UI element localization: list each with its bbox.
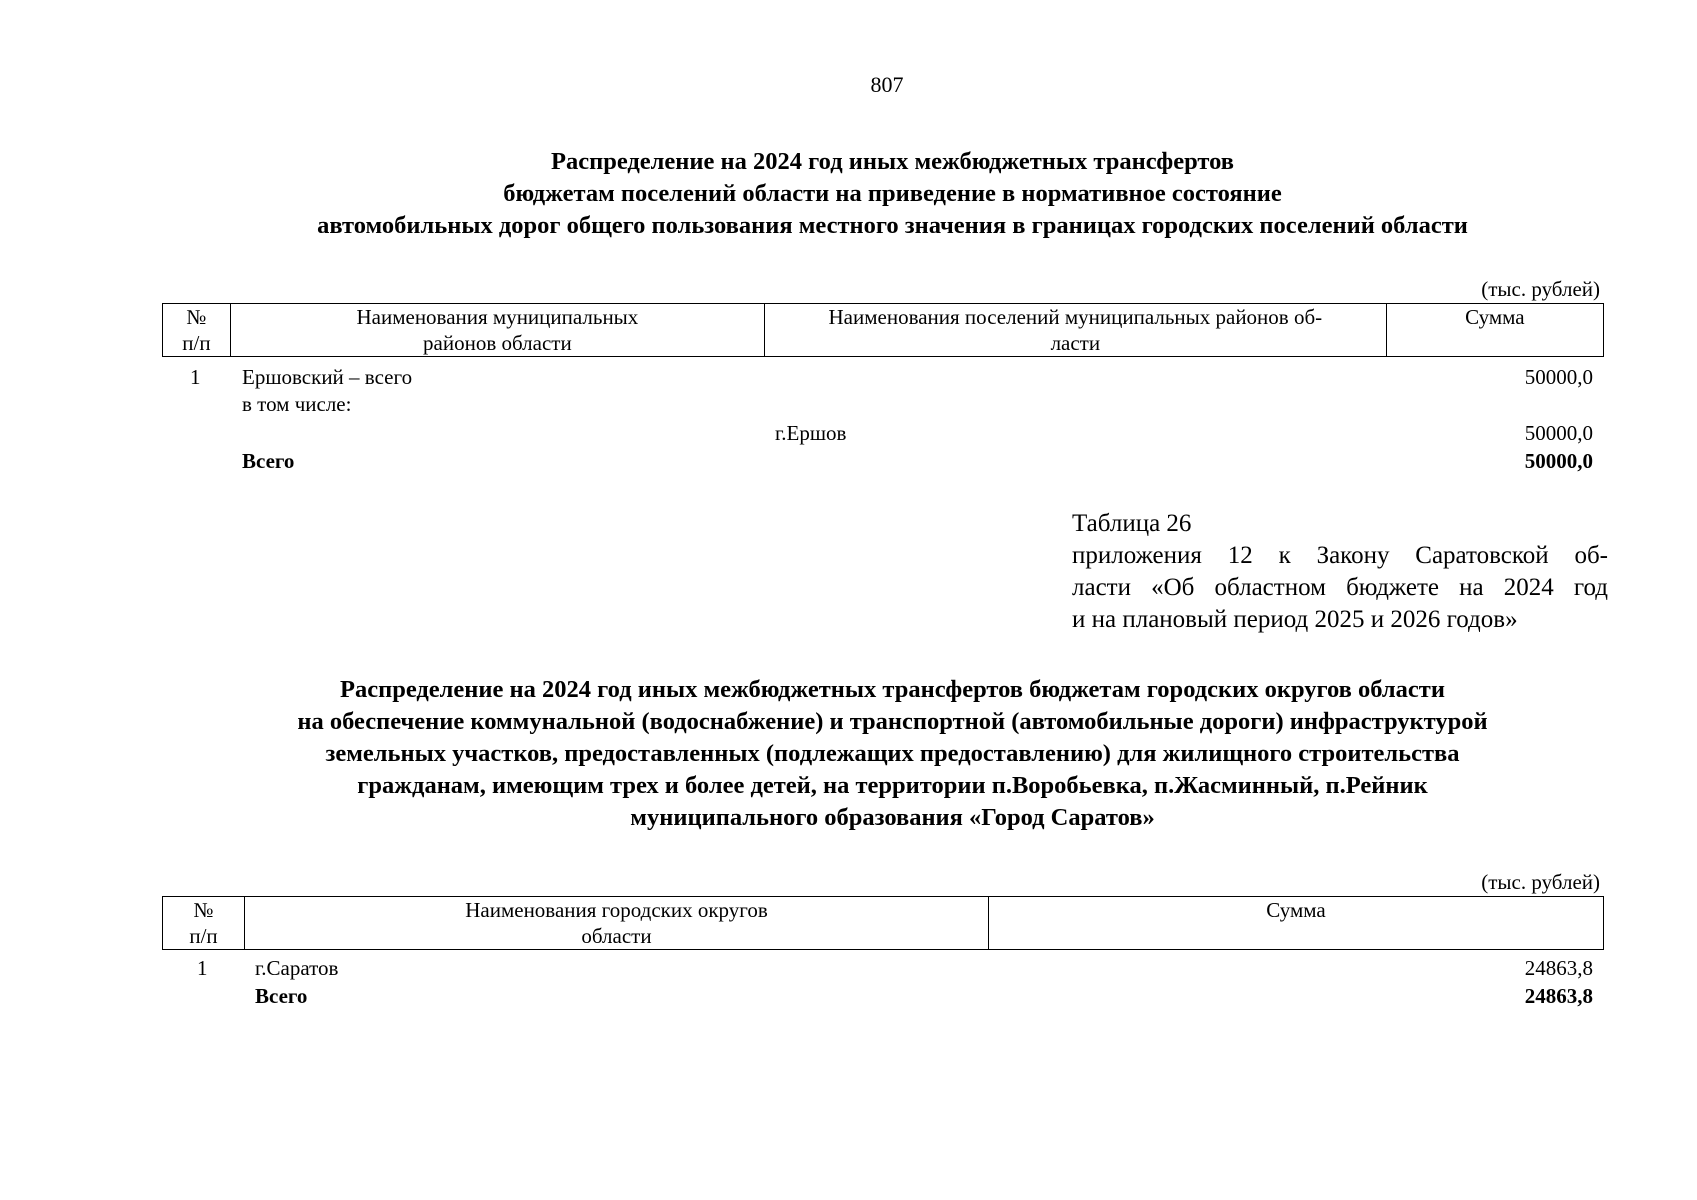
row-number: 1: [190, 365, 201, 389]
header-city-district: [245, 897, 989, 950]
header-settlement: [764, 304, 1386, 357]
header-number-line2: п/п: [189, 924, 218, 948]
header-sum: [1386, 304, 1603, 357]
header-sum: [989, 897, 1604, 950]
header-city-district-line2: области: [581, 924, 652, 948]
header-district-line1: Наименования муниципальных: [356, 305, 639, 329]
page-number: 807: [870, 72, 904, 97]
section2-title: [160, 674, 1625, 834]
row-city-amount: 24863,8: [1524, 956, 1593, 980]
caption-line: ласти «Об областном бюджете на 2024 год: [1072, 574, 1608, 601]
row-including: в том числе:: [242, 392, 352, 416]
header-number: [163, 897, 245, 950]
section2-title-line: муниципального образования «Город Саратов»: [630, 804, 1155, 831]
total-amount: 50000,0: [1524, 449, 1593, 473]
total-amount: 24863,8: [1524, 984, 1593, 1008]
row-number: 1: [197, 956, 208, 980]
section1-title-line: Распределение на 2024 год иных межбюджетных трансфертов: [551, 148, 1234, 175]
header-number: [163, 304, 231, 357]
header-settlement-line2: ласти: [1050, 331, 1101, 355]
section2-table-header: [162, 896, 1604, 950]
section2-title-line: земельных участков, предоставленных (подлежащих предоставлению) для жилищного строительства: [325, 740, 1460, 767]
row-district: Ершовский – всего: [242, 365, 413, 389]
header-district: [230, 304, 764, 357]
caption-table-label: Таблица 26: [1072, 510, 1192, 537]
section2-unit: (тыс. рублей): [1481, 870, 1600, 894]
header-settlement-line1: Наименования поселений муниципальных районов об-: [828, 305, 1323, 329]
header-district-line2: районов области: [423, 331, 572, 355]
section1-title-line: бюджетам поселений области на приведение в нормативное состояние: [503, 180, 1282, 207]
total-label: Всего: [242, 449, 295, 473]
row-settlement: г.Ершов: [775, 421, 847, 445]
header-number-line2: п/п: [182, 331, 211, 355]
section1-table-header: [162, 303, 1604, 357]
section1-unit: (тыс. рублей): [1481, 277, 1600, 301]
row-city: г.Саратов: [255, 956, 339, 980]
section2-title-line: Распределение на 2024 год иных межбюджетных трансфертов бюджетам городских округов области: [340, 676, 1445, 703]
header-number-line1: №: [193, 898, 214, 922]
section2-title-line: на обеспечение коммунальной (водоснабжение) и транспортной (автомобильные дороги) инфраструктурой: [297, 708, 1488, 735]
section1-title: [160, 146, 1625, 242]
header-sum-label: Сумма: [1465, 305, 1525, 329]
caption-line: приложения 12 к Закону Саратовской об-: [1072, 542, 1608, 569]
header-city-district-line1: Наименования городских округов: [465, 898, 768, 922]
section2-title-line: гражданам, имеющим трех и более детей, на территории п.Воробьевка, п.Жасминный, п.Рейник: [357, 772, 1428, 799]
total-label: Всего: [255, 984, 308, 1008]
header-number-line1: №: [186, 305, 207, 329]
caption-line: и на плановый период 2025 и 2026 годов»: [1072, 606, 1518, 633]
section1-title-line: автомобильных дорог общего пользования местного значения в границах городских поселений области: [317, 212, 1468, 239]
table-caption: [1072, 508, 1608, 636]
row-district-amount: 50000,0: [1524, 365, 1593, 389]
row-settlement-amount: 50000,0: [1524, 421, 1593, 445]
header-sum-label: Сумма: [1266, 898, 1326, 922]
